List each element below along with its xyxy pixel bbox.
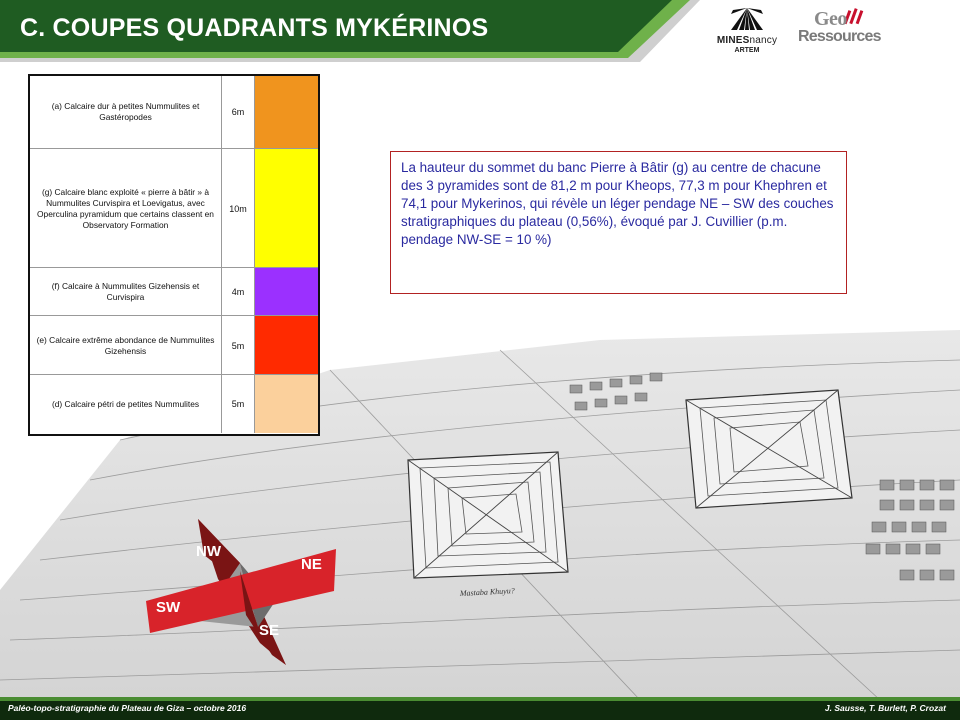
geo-text: Geo — [814, 8, 847, 30]
strat-layer-thickness: 4m — [222, 268, 255, 316]
mines-nancy-logo — [706, 6, 788, 54]
strat-layer-swatch — [255, 149, 318, 268]
quadrant-cuts-icon — [140, 515, 360, 675]
compass-label-sw: SW — [156, 599, 181, 616]
strat-layer-e — [30, 315, 318, 375]
strat-layer-thickness: 6m — [222, 76, 255, 148]
footer-title: Paléo-topo-stratigraphie du Plateau de Giza – octobre 2016 — [8, 703, 247, 713]
strat-layer-swatch — [255, 316, 318, 375]
strat-layer-label: (g) Calcaire blanc exploité « pierre à bâtir » à Nummulites Curvispira et Loevigatus, avec Operculina pyramidum que certains classent en Observatory Formation — [30, 149, 222, 268]
quadrant-compass — [140, 515, 360, 675]
pyramid-kheops — [686, 390, 852, 508]
strat-layer-label: (a) Calcaire dur à petites Nummulites et Gastéropodes — [30, 76, 222, 148]
strat-layer-label: (e) Calcaire extrême abondance de Nummulites Gizehensis — [30, 316, 222, 375]
georessources-logo — [796, 6, 882, 52]
mines-nancy-name — [706, 35, 788, 46]
strat-layer-g — [30, 148, 318, 268]
ressources-text: Ressources — [798, 28, 881, 45]
compass-label-nw: NW — [196, 543, 221, 560]
stratigraphic-column — [28, 74, 320, 436]
pyramid-khephren — [408, 452, 568, 578]
strat-layer-a — [30, 76, 318, 148]
compass-label-se: SE — [259, 622, 280, 639]
strat-layer-swatch — [255, 76, 318, 148]
mines-name-light: nancy — [749, 35, 778, 46]
strat-layer-swatch — [255, 268, 318, 316]
mines-emblem-icon — [725, 6, 769, 32]
footer-authors: J. Sausse, T. Burlett, P. Crozat — [824, 703, 946, 713]
strat-layer-thickness: 5m — [222, 375, 255, 433]
map-annotation: Mastaba Khuyu? — [459, 586, 515, 598]
mines-name-bold: MINES — [716, 35, 750, 46]
strat-layer-thickness: 5m — [222, 316, 255, 375]
strat-layer-thickness: 10m — [222, 149, 255, 268]
strat-layer-swatch — [255, 375, 318, 433]
page-title: C. COUPES QUADRANTS MYKÉRINOS — [20, 14, 489, 42]
strat-layer-label: (d) Calcaire pétri de petites Nummulites — [30, 375, 222, 433]
mines-artem-label: ARTEM — [734, 47, 760, 54]
strat-layer-f — [30, 267, 318, 316]
strat-layer-label: (f) Calcaire à Nummulites Gizehensis et Curvispira — [30, 268, 222, 316]
info-box: La hauteur du sommet du banc Pierre à Bâtir (g) au centre de chacune des 3 pyramides sont de 81,2 m pour Kheops, 77,3 m pour Khephren et 74,1 pour Mykerinos, qui révèle un léger pendage NE – SW des couches stratigraphiques du plateau (0,56%), évoqué par J. Cuvillier (p.m. pendage NW-SE = 10 %) — [390, 151, 847, 294]
strat-layer-d — [30, 374, 318, 433]
compass-label-ne: NE — [301, 556, 322, 573]
